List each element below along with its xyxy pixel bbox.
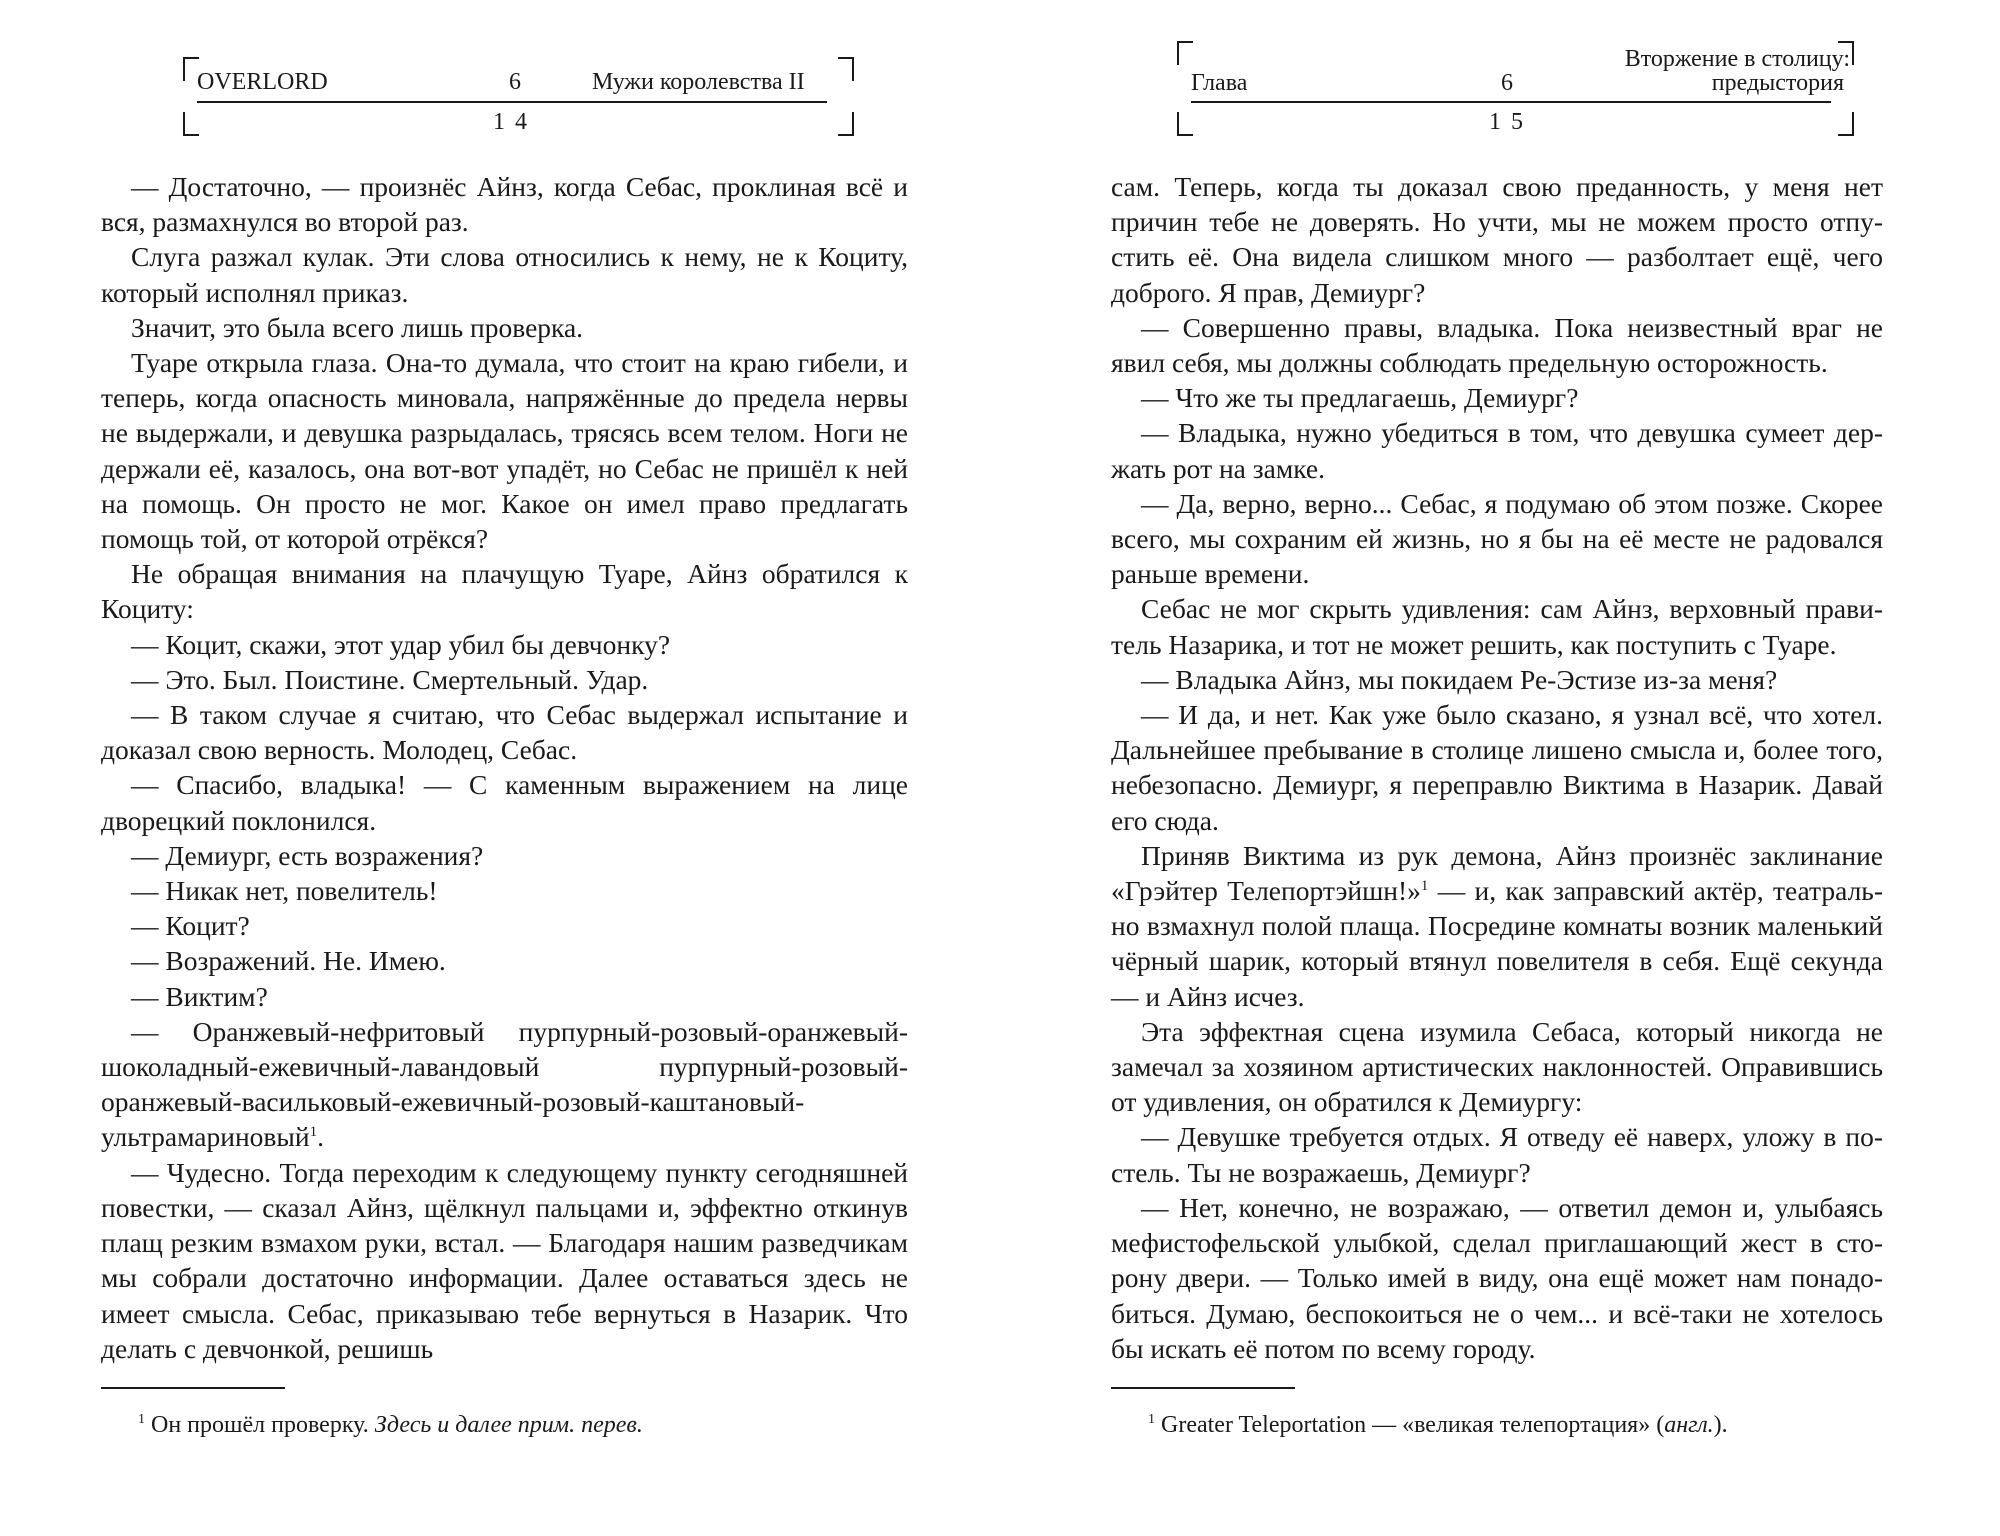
paragraph-with-footnote	[1111, 838, 1883, 1014]
paragraph: — Нет, конечно, не возражаю, — ответил демон и, улыбаясь мефистофельской улыбкой, сделал приглашающий жест в сторону двери. — Только имей в виду, она ещё может нам понадобиться. Думаю, беспокоиться не о чем... и всё-таки не хотелось бы искать её потом по всему городу.	[1111, 1191, 1883, 1364]
header-corner-mark	[838, 57, 854, 81]
paragraph: Эта эффектная сцена изумила Себаса, который никогда не замечал за хозяином артистических наклонностей. Оправившись от удивления, он обратился к Демиургу:	[1111, 1015, 1883, 1118]
paragraph: Слуга разжал кулак. Эти слова относились к нему, не к Коциту, который исполнял приказ.	[101, 241, 908, 308]
footnote	[138, 1406, 643, 1439]
footnote-italic: Здесь и далее прим. перев.	[374, 1412, 643, 1438]
paragraph: — Демиург, есть возражения?	[131, 839, 484, 871]
paragraph: — Чудесно. Тогда переходим к следующему пункту сегодняшней повестки, — сказал Айнз, щёлкнул пальцами и, эффектно откинув плащ резким взмахом руки, встал. — Благодаря нашим разведчикам мы собрали достаточно информации. Далее оставаться здесь не имеет смысла. Себас, приказываю тебе вернуться в Назарик. Что делать с девчонкой, решишь	[101, 1156, 908, 1364]
paragraph: — В таком случае я считаю, что Себас выдержал испытание и доказал свою верность. Молодец, Себас.	[101, 699, 908, 766]
running-header-series: OVERLORD	[197, 69, 328, 95]
paragraph: — Это. Был. Поистине. Смертельный. Удар.	[131, 663, 649, 695]
footnote-marker: 1	[309, 1124, 318, 1141]
paragraph: — Девушке требуется отдых. Я отведу её наверх, уложу в постель. Ты не возражаешь, Демиург?	[1111, 1121, 1883, 1188]
running-header-title: Мужи королевства II	[592, 69, 805, 95]
paragraph: — Достаточно, — произнёс Айнз, когда Себас, проклиная всё и вся, размахнулся во второй раз.	[101, 171, 908, 238]
paragraph: — Никак нет, повелитель!	[131, 875, 438, 907]
paragraph: Значит, это была всего лишь проверка.	[131, 311, 584, 343]
paragraph: — Совершенно правы, владыка. Пока неизвестный враг не явил себя, мы должны соблюдать предельную осторожность.	[1111, 311, 1883, 379]
body-text	[1111, 169, 1883, 1366]
footnote-italic: англ.	[1664, 1412, 1714, 1438]
footnote-marker: 1	[1420, 877, 1429, 894]
page-number: 15	[1489, 109, 1533, 135]
header-corner-mark	[183, 112, 199, 136]
running-header-title-line2: предыстория	[1711, 70, 1844, 96]
paragraph: — Спасибо, владыка! — С каменным выражением на лице дворецкий поклонился.	[101, 769, 908, 836]
paragraph: — Виктим?	[131, 980, 268, 1012]
header-corner-mark	[1177, 112, 1193, 136]
paragraph: — Коцит?	[131, 910, 250, 942]
paragraph: Не обращая внимания на плачущую Туаре, Айнз обратился к Коциту:	[101, 558, 908, 625]
paragraph-with-footnote: — Оранжевый-нефритовый пурпурный-розовый-оранжевый-шоколадный-ежевичный-лавандовый пурпурный-розовый-оранжевый-васильковый-ежевичный-розовый-каштановый-ультрамариновый$^1$.	[101, 1015, 908, 1153]
running-header-chapter: 6	[1501, 70, 1513, 96]
footnote-rule	[101, 1387, 285, 1389]
page-number: 14	[493, 109, 537, 135]
header-corner-mark	[1838, 112, 1854, 136]
paragraph: — Коцит, скажи, этот удар убил бы девчонку?	[131, 628, 671, 660]
header-rule	[197, 101, 827, 103]
right-page	[1000, 0, 2000, 1536]
footnote-text: Greater Teleportation — «великая телепортация»	[1161, 1412, 1651, 1438]
footnote-number: 1	[138, 1412, 145, 1427]
running-header-label: Глава	[1191, 70, 1248, 96]
footnote: $^1$ Greater Teleportation — «великая телепортация» (англ.).	[1148, 1412, 1728, 1438]
paragraph: — Возражений. Не. Имею.	[131, 945, 446, 977]
paragraph-text: — и, как заправский актёр, театрально взмахнул полой плаща. Посредине комнаты возник маленький чёрный шарик, который втянул повелителя в себя. Ещё секунда — и Айнз исчез.	[1111, 875, 1884, 1012]
header-corner-mark	[838, 112, 854, 136]
paragraph: — Владыка, нужно убедиться в том, что девушка сумеет держать рот на замке.	[1111, 417, 1883, 484]
paragraph: Туаре открыла глаза. Она-то думала, что стоит на краю гибели, и теперь, когда опасность миновала, напряжённые до предела нервы не выдержали, и девушка разрыдалась, трясясь всем телом. Ноги не держали её, казалось, она вот-вот упадёт, но Себас не пришёл к ней на помощь. Он просто не мог. Какое он имел право предлагать помощь той, от которой отрёкся?	[101, 347, 908, 555]
footnote-text: Он прошёл проверку.	[151, 1412, 369, 1438]
header-corner-mark	[1177, 41, 1193, 65]
paragraph: — Владыка Айнз, мы покидаем Ре-Эстизе из-за меня?	[1141, 663, 1778, 695]
paragraph-text: Приняв Виктима из рук демона, Айнз произнёс заклинание «Грэйтер Телепортэйшн!»	[1111, 839, 1883, 907]
footnote-rule	[1111, 1387, 1295, 1389]
header-rule	[1191, 101, 1831, 103]
paragraph: сам. Теперь, когда ты доказал свою преданность, у меня нет причин тебе не доверять. Но учти, мы не можем просто отпустить её. Она видела слишком много — разболтает ещё, чего доброго. Я прав, Демиург?	[1111, 171, 1883, 308]
paragraph: Себас не мог скрыть удивления: сам Айнз, верховный правитель Назарика, и тот не может решить, как поступить с Туаре.	[1111, 593, 1883, 660]
running-header-title-line1: Вторжение в столицу:	[1624, 46, 1850, 72]
body-text	[101, 169, 908, 1366]
footnote-number: 1	[1148, 1412, 1155, 1427]
paragraph: — Да, верно, верно... Себас, я подумаю об этом позже. Скорее всего, мы сохраним ей жизнь, но я бы на её месте не радовался раньше времени.	[1111, 487, 1883, 590]
running-header-volume: 6	[509, 69, 521, 95]
paragraph: — Что же ты предлагаешь, Демиург?	[1141, 382, 1579, 414]
paragraph-text: — Оранжевый-нефритовый пурпурный-розовый-оранжевый-шоколадный-ежевичный-лавандовый пурпурный-розовый-оранжевый-васильковый-ежевичный-розовый-каштановый-ультрамариновый	[101, 1015, 908, 1153]
paragraph: — И да, и нет. Как уже было сказано, я узнал всё, что хотел. Дальнейшее пребывание в столице лишено смысла и, более того, небезопасно. Демиург, я переправлю Виктима в Назарик. Давай его сюда.	[1111, 699, 1883, 836]
